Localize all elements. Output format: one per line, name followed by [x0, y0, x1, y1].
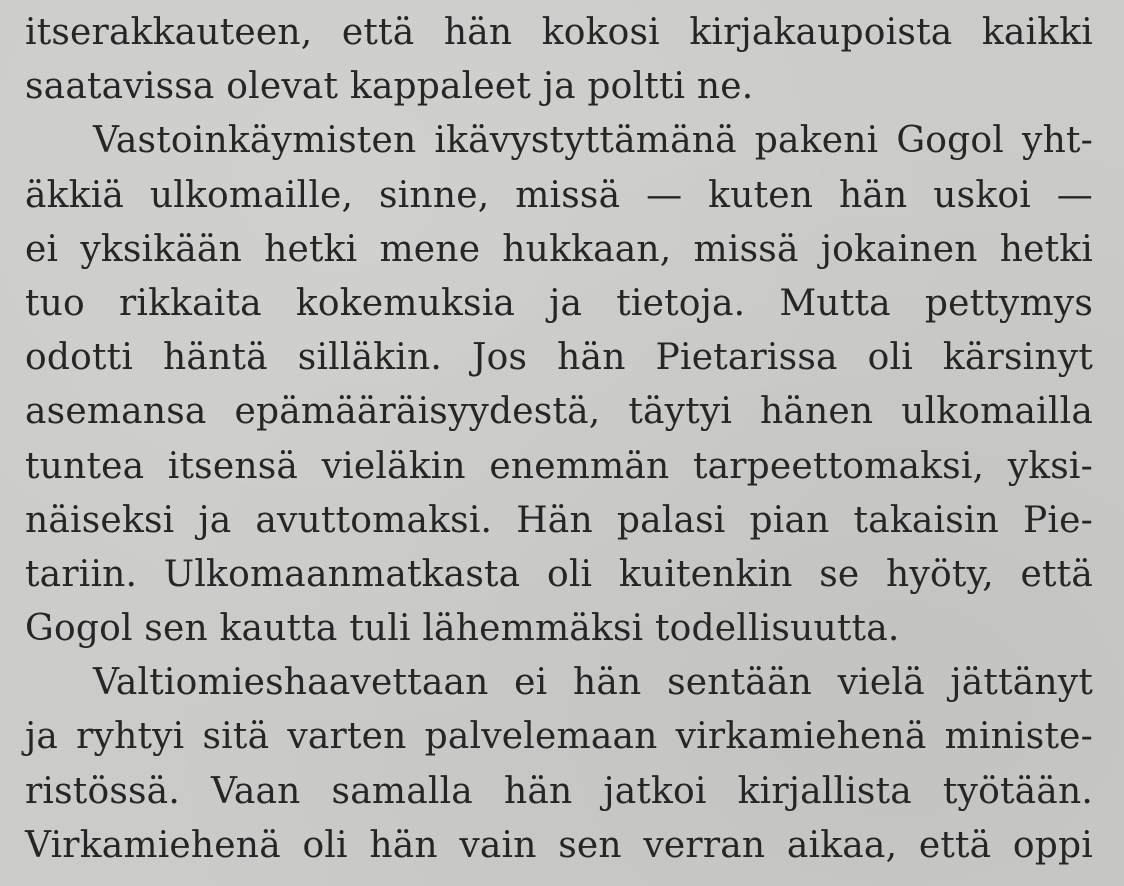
text-line: tariin. Ulkomaanmatkasta oli kuitenkin se hyöty, että: [25, 553, 1093, 595]
text-line: tuntea itsensä vieläkin enemmän tarpeettomaksi, yksi-: [25, 445, 1093, 487]
text-line: saatavissa olevat kappaleet ja poltti ne.: [25, 66, 754, 108]
text-line: Vastoinkäymisten ikävystyttämänä pakeni Gogol yht-: [93, 120, 1093, 162]
text-line: Gogol sen kautta tuli lähemmäksi todellisuutta.: [25, 608, 900, 650]
text-line: äkkiä ulkomaille, sinne, missä — kuten hän uskoi —: [25, 174, 1093, 216]
text-line: näiseksi ja avuttomaksi. Hän palasi pian takaisin Pie-: [25, 499, 1093, 541]
text-line: ristössä. Vaan samalla hän jatkoi kirjallista työtään.: [25, 770, 1093, 812]
text-line: itserakkauteen, että hän kokosi kirjakaupoista kaikki: [25, 12, 1093, 53]
text-line: Valtiomieshaavettaan ei hän sentään vielä jättänyt: [93, 662, 1093, 704]
text-line: Virkamiehenä oli hän vain sen verran aikaa, että oppi: [25, 824, 1093, 866]
text-line: tuo rikkaita kokemuksia ja tietoja. Mutta pettymys: [25, 282, 1093, 324]
text-line: odotti häntä silläkin. Jos hän Pietarissa oli kärsinyt: [25, 337, 1093, 379]
text-line: ei yksikään hetki mene hukkaan, missä jokainen hetki: [25, 228, 1093, 270]
text-line: asemansa epämääräisyydestä, täytyi hänen ulkomailla: [25, 391, 1093, 433]
text-line: ja ryhtyi sitä varten palvelemaan virkamiehenä ministe-: [25, 716, 1093, 758]
body-text: [25, 6, 1093, 873]
